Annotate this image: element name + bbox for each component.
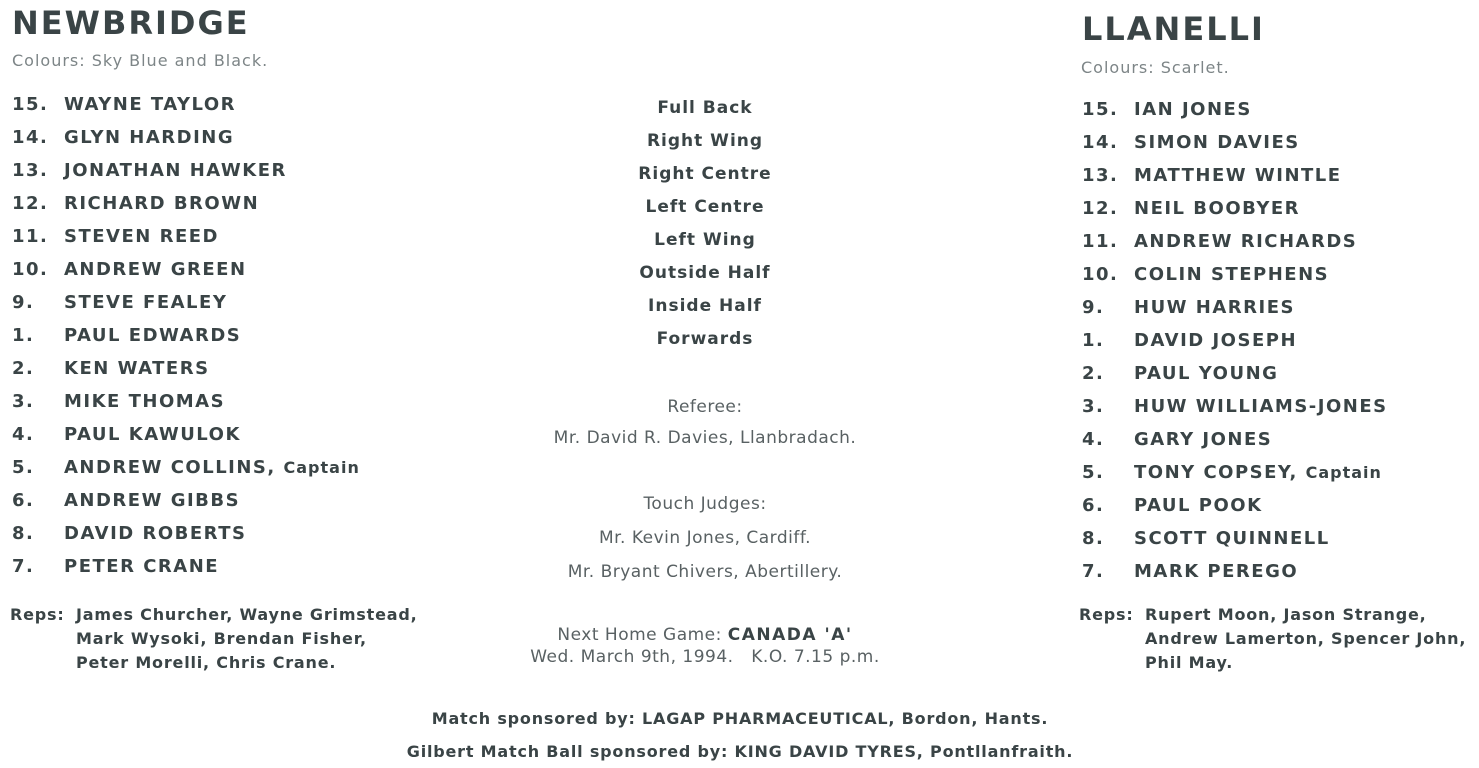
player-number: 8. — [1082, 528, 1105, 549]
player-row — [12, 517, 360, 550]
player-number: 11. — [12, 226, 49, 247]
position-label: Full Back — [657, 98, 753, 118]
player-name: DAVID JOSEPH — [1134, 330, 1298, 351]
player-row — [12, 385, 360, 418]
player-row — [1082, 159, 1388, 192]
player-name: HUW HARRIES — [1134, 297, 1295, 318]
player-name: KEN WATERS — [64, 358, 210, 379]
player-number: 6. — [12, 490, 35, 511]
home-reps-label: Reps: — [10, 605, 65, 624]
player-row — [1082, 489, 1388, 522]
touch-judge-1: Mr. Kevin Jones, Cardiff. — [598, 528, 812, 548]
player-row — [12, 187, 360, 220]
player-row — [1082, 456, 1388, 489]
player-number: 6. — [1082, 495, 1105, 516]
player-number: 5. — [1082, 462, 1105, 483]
player-row — [1082, 555, 1388, 588]
position-label: Outside Half — [639, 263, 771, 283]
player-number: 7. — [1082, 561, 1105, 582]
player-row — [1082, 291, 1388, 324]
away-reps-label: Reps: — [1079, 605, 1134, 624]
player-row — [1082, 390, 1388, 423]
player-name: STEVE FEALEY — [64, 292, 228, 313]
player-name: ANDREW GREEN — [64, 259, 247, 280]
player-number: 12. — [12, 193, 49, 214]
player-number: 4. — [1082, 429, 1105, 450]
player-name: NEIL BOOBYER — [1134, 198, 1301, 219]
player-row — [1082, 93, 1388, 126]
player-row — [12, 253, 360, 286]
player-number: 15. — [1082, 99, 1119, 120]
ball-sponsor: Gilbert Match Ball sponsored by: KING DAVID TYRES, Pontllanfraith. — [406, 742, 1074, 761]
player-number: 14. — [12, 127, 49, 148]
player-number: 1. — [1082, 330, 1105, 351]
player-name: ANDREW RICHARDS — [1134, 231, 1358, 252]
player-name: MATTHEW WINTLE — [1134, 165, 1342, 186]
player-row — [1082, 258, 1388, 291]
player-name: PAUL EDWARDS — [64, 325, 242, 346]
away-team-name: LLANELLI — [1082, 10, 1265, 48]
home-team-colours: Colours: Sky Blue and Black. — [12, 51, 269, 70]
player-row — [1082, 324, 1388, 357]
player-number: 4. — [12, 424, 35, 445]
player-name: MARK PEREGO — [1134, 561, 1299, 582]
home-team-name: NEWBRIDGE — [12, 4, 250, 42]
player-name: PAUL KAWULOK — [64, 424, 241, 445]
player-name: MIKE THOMAS — [64, 391, 226, 412]
player-row — [1082, 423, 1388, 456]
player-number: 7. — [12, 556, 35, 577]
player-name: GLYN HARDING — [64, 127, 235, 148]
home-reps-line: Mark Wysoki, Brendan Fisher, — [76, 629, 367, 648]
next-home-label: Next Home Game: — [557, 625, 722, 645]
player-row — [12, 220, 360, 253]
away-roster — [1082, 93, 1388, 588]
player-name: RICHARD BROWN — [64, 193, 260, 214]
position-label: Left Centre — [645, 197, 765, 217]
player-row — [12, 286, 360, 319]
player-name: ANDREW GIBBS — [64, 490, 241, 511]
player-name: IAN JONES — [1134, 99, 1252, 120]
away-reps-line: Phil May. — [1145, 653, 1234, 672]
player-number: 3. — [1082, 396, 1105, 417]
player-row — [1082, 126, 1388, 159]
player-name: JONATHAN HAWKER — [64, 160, 287, 181]
player-name: SIMON DAVIES — [1134, 132, 1300, 153]
player-name: DAVID ROBERTS — [64, 523, 247, 544]
position-label: Left Wing — [654, 230, 756, 250]
player-name: PAUL YOUNG — [1134, 363, 1279, 384]
home-reps — [10, 603, 417, 675]
player-number: 2. — [1082, 363, 1105, 384]
player-number: 9. — [12, 292, 35, 313]
touch-judges-block — [455, 490, 955, 592]
player-name: ANDREW COLLINS, — [64, 457, 276, 478]
player-name: WAYNE TAYLOR — [64, 94, 237, 115]
player-row — [1082, 225, 1388, 258]
player-row — [12, 154, 360, 187]
player-number: 15. — [12, 94, 49, 115]
player-row — [1082, 522, 1388, 555]
next-home-game — [455, 624, 955, 668]
player-row — [12, 88, 360, 121]
player-number: 10. — [12, 259, 49, 280]
position-label: Forwards — [656, 329, 754, 349]
touch-judge-2: Mr. Bryant Chivers, Abertillery. — [567, 562, 843, 582]
player-number: 3. — [12, 391, 35, 412]
away-reps — [1079, 603, 1466, 675]
away-team-colours: Colours: Scarlet. — [1081, 58, 1230, 77]
player-name: PAUL POOK — [1134, 495, 1263, 516]
player-row — [1082, 357, 1388, 390]
player-row — [12, 319, 360, 352]
player-number: 1. — [12, 325, 35, 346]
player-row — [12, 451, 360, 484]
player-row — [1082, 192, 1388, 225]
player-number: 13. — [12, 160, 49, 181]
player-name: PETER CRANE — [64, 556, 220, 577]
player-row — [12, 550, 360, 583]
player-row — [12, 484, 360, 517]
referee-block — [455, 393, 955, 453]
touch-judges-label: Touch Judges: — [643, 494, 767, 514]
match-sponsor: Match sponsored by: LAGAP PHARMACEUTICAL, Bordon, Hants. — [431, 709, 1049, 728]
home-roster — [12, 88, 360, 583]
position-label: Right Wing — [646, 131, 764, 151]
position-label: Right Centre — [638, 164, 772, 184]
player-name: COLIN STEPHENS — [1134, 264, 1330, 285]
captain-note: Captain — [1305, 463, 1382, 482]
away-reps-line: Rupert Moon, Jason Strange, — [1145, 605, 1427, 624]
player-number: 2. — [12, 358, 35, 379]
home-reps-line: Peter Morelli, Chris Crane. — [76, 653, 337, 672]
player-name: TONY COPSEY, — [1134, 462, 1298, 483]
player-row — [12, 418, 360, 451]
player-number: 9. — [1082, 297, 1105, 318]
away-reps-line: Andrew Lamerton, Spencer John, — [1145, 629, 1467, 648]
player-name: STEVEN REED — [64, 226, 219, 247]
player-row — [12, 121, 360, 154]
player-number: 12. — [1082, 198, 1119, 219]
player-name: HUW WILLIAMS-JONES — [1134, 396, 1388, 417]
player-number: 10. — [1082, 264, 1119, 285]
player-name: SCOTT QUINNELL — [1134, 528, 1330, 549]
player-number: 14. — [1082, 132, 1119, 153]
player-number: 8. — [12, 523, 35, 544]
referee-name: Mr. David R. Davies, Llanbradach. — [553, 428, 857, 448]
position-label: Inside Half — [648, 296, 762, 316]
next-home-details: Wed. March 9th, 1994. K.O. 7.15 p.m. — [530, 647, 880, 667]
player-number: 5. — [12, 457, 35, 478]
player-number: 11. — [1082, 231, 1119, 252]
player-row — [12, 352, 360, 385]
referee-label: Referee: — [667, 397, 743, 417]
captain-note: Captain — [283, 458, 360, 477]
positions-list — [580, 92, 830, 356]
player-name: GARY JONES — [1134, 429, 1273, 450]
home-reps-line: James Churcher, Wayne Grimstead, — [76, 605, 418, 624]
player-number: 13. — [1082, 165, 1119, 186]
next-home-opponent: CANADA 'A' — [727, 625, 853, 645]
